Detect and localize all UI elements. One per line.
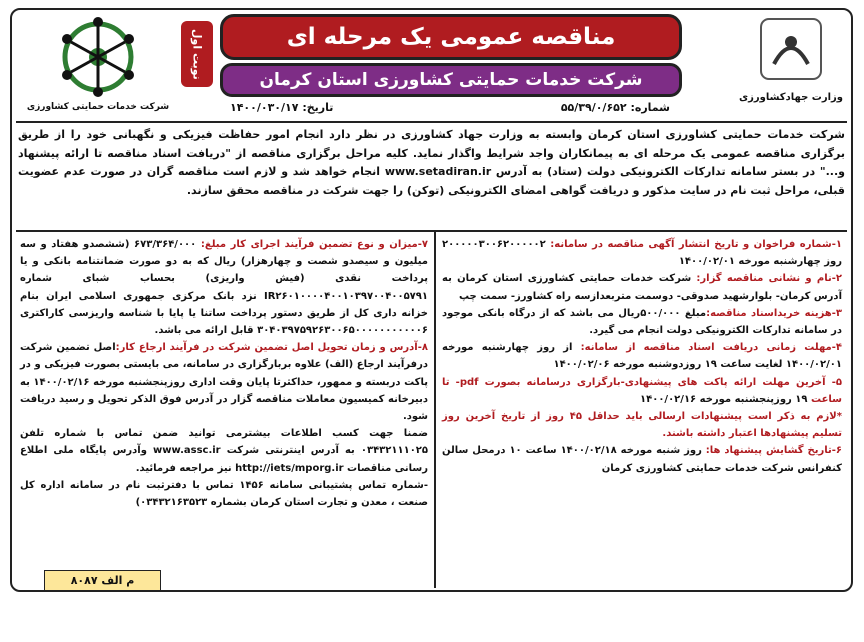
jahad-emblem-icon <box>756 14 826 84</box>
list-item: ضمنا جهت کسب اطلاعات بیشترمی توانید ضمن تماس با شماره تلفن ۰۳۴۳۲۱۱۱۰۲۵ به آدرس اینترنتی شرکت www.assc.ir وآدرس پایگاه ملی اطلاع رسانی مناقصات http://iets/mporg.ir نیز مراجعه فرمائید. <box>20 428 429 474</box>
list-item: -شماره تماس پشتیبانی سامانه ۱۴۵۶ تماس با دفترثبت نام در سامانه اداره کل صنعت ، معدن و تجارت استان کرمان بشماره ۰۳۴۳۲۱۶۳۵۲۳) <box>20 479 429 509</box>
list-item: ۸-آدرس و زمان تحویل اصل تضمین شرکت در فرآیند ارجاع کار:اصل تضمین شرکت درفرآیند ارجاع (الف) علاوه بربارگزاری در سامانه، می بایستی بصورت فیزیکی و در پاکت دربسته و ممهور، حداکثرتا پایان وقت اداری روزپنجشنبه مورخه ۱۴۰۰/۰۲/۱۶ به دبیرخانه کمیسیون معاملات مناقصه گزار در آدرس فوق الذکر تحویل و رسید دریافت شود. <box>20 342 428 423</box>
list-item: ۷-میزان و نوع تضمین فرآیند اجرای کار مبلغ: ۶۷۳/۳۶۴/۰۰۰ (ششصدو هفتاد و سه میلیون و سیصدو شصت و چهارهزار) ریال که به دو صورت ضمانتنامه بانکی و یا پرداخت نقدی (فیش واریزی) بحساب شبای شماره IR۲۶۰۱۰۰۰۰۴۰۰۱۰۳۹۷۰۰۴۰۰۵۷۹۱ نزد بانک مرکزی جمهوری اسلامی ایران بنام خزانه داری کل از طریق دستور پرداخت ساتنا یا پایا با شناسه واریزسی کاراکتری ۳۰۴۰۳۹۷۵۹۲۶۳۰۰۶۵۰۰۰۰۰۰۰۰۰۰۰۶ قابل ارائه می باشد. <box>20 239 429 337</box>
page-title: مناقصه عمومی یک مرحله ای <box>220 14 682 60</box>
ministry-logo <box>736 14 846 119</box>
letter-number: شماره: ۵۵/۳۹/۰/۶۵۲ <box>560 101 670 114</box>
left-column <box>20 236 428 511</box>
intro-paragraph: شرکت خدمات حمایتی کشاورزی استان کرمان وابسته به وزارت جهاد کشاورزی در نظر دارد انجام امور حفاظت فیزیکی و نگهبانی خود را از طریق برگزاری مناقصه عمومی یک مرحله ای به پیمانکاران واجد شرایط واگذار نماید. کلیه مراحل برگزاری مناقصه از "دریافت اسناد مناقصه تا ارائه پیشنهاد و..." در بستر سامانه تدارکات الکترونیکی دولت (ستاد) به آدرس www.setadiran.ir انجام خواهد شد و لازم است مناقصه گران در صورت عدم عضویت قبلی، مراحل ثبت نام در سایت مذکور و دریافت گواهی امضای الکترونیکی (توکن) را جهت شرکت در مناقصه محقق سازند. <box>18 128 846 197</box>
round-badge: نوبت اول <box>181 21 213 87</box>
list-item: ۱-شماره فراخوان و تاریخ انتشار آگهی مناقصه در سامانه: ۲۰۰۰۰۰۳۰۰۶۲۰۰۰۰۰۲ روز چهارشنبه مورخه ۱۴۰۰/۰۲/۰۱ <box>442 239 843 268</box>
agri-support-logo <box>18 14 178 119</box>
left-logo-caption: شرکت خدمات حمایتی کشاورزی <box>26 102 170 112</box>
divider <box>16 121 847 123</box>
ad-code-badge: م الف ۸۰۸۷ <box>44 570 161 591</box>
list-item: ۵- آخرین مهلت ارائه پاکت های پیشنهادی-بارگزاری درسامانه بصورت pdf- تا ساعت ۱۹ روزپنجشنبه مورخه ۱۴۰۰/۰۲/۱۶ <box>442 376 842 405</box>
list-item: ۴-مهلت زمانی دریافت اسناد مناقصه از سامانه: از روز چهارشنبه مورخه ۱۴۰۰/۰۲/۰۱ لغایت ساعت ۱۹ روزدوشنبه مورخه ۱۴۰۰/۰۲/۰۶ <box>442 342 842 371</box>
list-item: *لازم به ذکر است پیشنهادات ارسالی باید حداقل ۴۵ روز از تاریخ آخرین روز تسلیم پیشنهادها اعتبار داشته باشند. <box>442 411 842 440</box>
list-item: ۲-نام و نشانی مناقصه گزار: شرکت خدمات حمایتی کشاورزی استان کرمان به آدرس کرمان- بلوارشهید صدوقی- دوسمت متربعدازسه راه کشاورز- سمت چپ <box>442 273 842 302</box>
column-divider <box>434 232 436 588</box>
reference-line <box>230 101 670 119</box>
right-logo-caption: وزارت جهادکشاورزی <box>738 92 844 103</box>
letter-date: تاریخ: ۱۴۰۰/۰۳۰/۱۷ <box>230 101 334 114</box>
right-column <box>442 236 842 477</box>
divider <box>16 230 847 232</box>
company-subtitle: شرکت خدمات حمایتی کشاورزی استان کرمان <box>220 63 682 97</box>
wheel-emblem-icon <box>55 14 141 100</box>
list-item: ۳-هزینه خریداسناد مناقصه:مبلغ ۵۰۰/۰۰۰ریال می باشد که از درگاه بانکی موجود در سامانه تدارکات الکترونیکی دولت انجام می گیرد. <box>442 307 842 337</box>
list-item: ۶-تاریخ گشایش پیشنهاد ها: روز شنبه مورخه ۱۴۰۰/۰۲/۱۸ ساعت ۱۰ درمحل سالن کنفرانس شرکت خدمات حمایتی کشاورزی کرمان <box>442 445 843 474</box>
